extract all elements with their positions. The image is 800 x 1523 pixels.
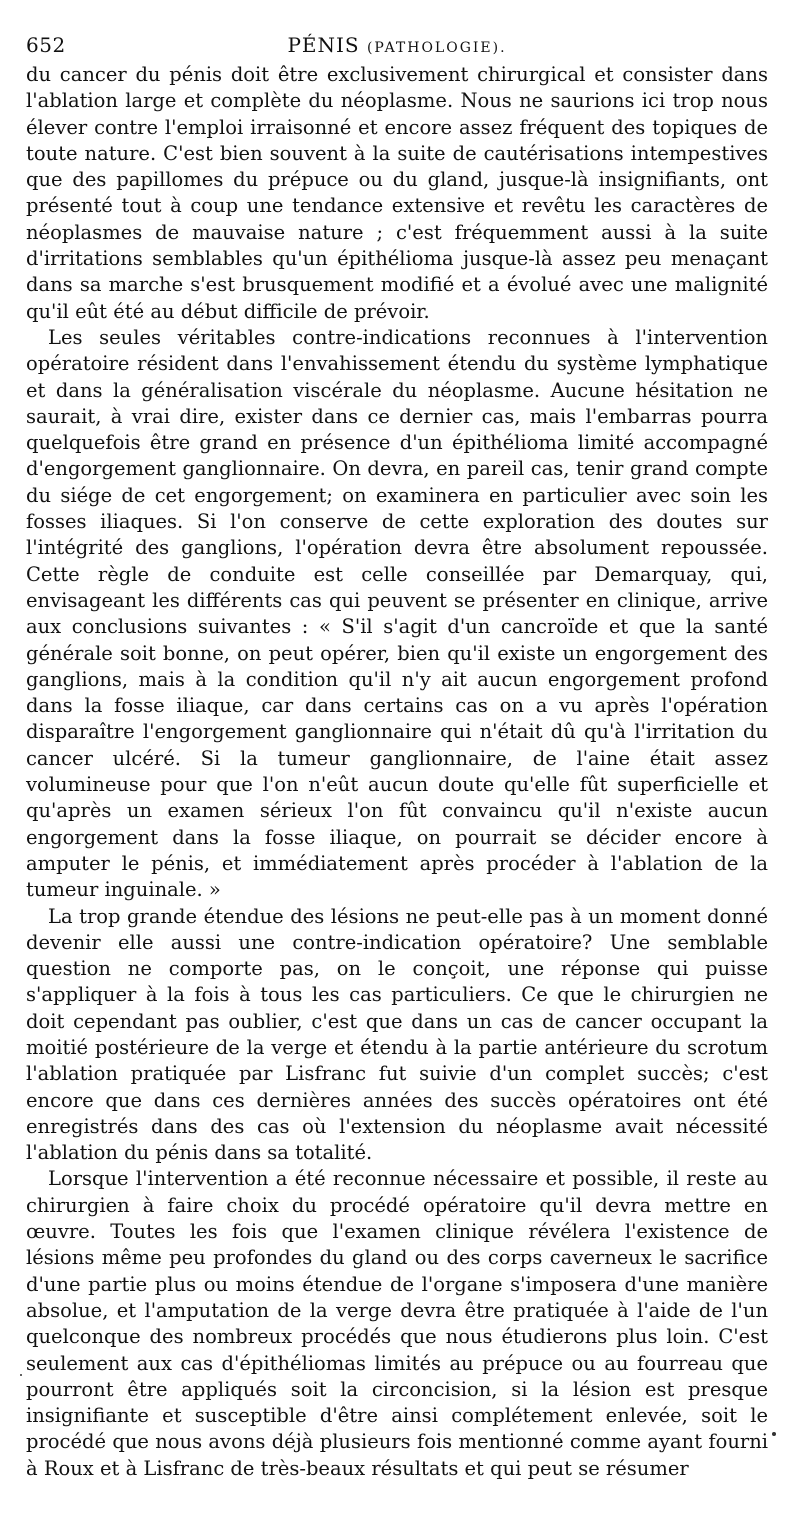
running-title: PÉNIS	[287, 33, 360, 57]
book-page	[26, 28, 768, 1482]
running-head	[26, 28, 768, 65]
scan-speck	[20, 1374, 22, 1376]
body-text	[26, 62, 768, 1482]
scan-speck	[772, 1432, 776, 1436]
page-header	[26, 28, 768, 62]
page-number: 652	[26, 33, 66, 57]
paragraph: du cancer du pénis doit être exclusivement chirurgical et consister dans l'ablation large et complète du néoplasme. Nous ne saurions ici trop nous élever contre l'emploi irraisonné et encore assez fréquent des topiques de toute nature. C'est bien souvent à la suite de cautérisations intempestives que des papillomes du prépuce ou du gland, jusque-là insignifiants, ont présenté tout à coup une tendance extensive et revêtu les caractères de néoplasmes de mauvaise nature ; c'est fréquemment aussi à la suite d'irritations semblables qu'un épithélioma jusque-là assez peu menaçant dans sa marche s'est brusquement modifié et a évolué avec une malignité qu'il eût été au début difficile de prévoir.	[26, 63, 768, 323]
paragraph: Lorsque l'intervention a été reconnue nécessaire et possible, il reste au chirurgien à faire choix du procédé opératoire qu'il devra mettre en œuvre. Toutes les fois que l'examen clinique révélera l'existence de lésions même peu profondes du gland ou des corps caverneux le sacrifice d'une partie plus ou moins étendue de l'organe s'imposera d'une manière absolue, et l'amputation de la verge devra être pratiquée à l'aide de l'un quelconque des nombreux procédés que nous étudierons plus loin. C'est seulement aux cas d'épithéliomas limités au prépuce ou au fourreau que pourront être appliqués soit la circoncision, si la lésion est presque insignifiante et susceptible d'être ainsi complétement enlevée, soit le procédé que nous avons déjà plusieurs fois mentionné comme ayant fourni à Roux et à Lisfranc de très-beaux résultats et qui peut se résumer	[26, 1167, 768, 1480]
paragraph: La trop grande étendue des lésions ne peut-elle pas à un moment donné devenir elle aussi une contre-indication opératoire? Une semblable question ne comporte pas, on le conçoit, une réponse qui puisse s'appliquer à la fois à tous les cas particuliers. Ce que le chirurgien ne doit cependant pas oublier, c'est que dans un cas de cancer occupant la moitié postérieure de la verge et étendu à la partie antérieure du scrotum l'ablation pratiquée par Lisfranc fut suivie d'un complet succès; c'est encore que dans ces dernières années des succès opératoires ont été enregistrés dans des cas où l'extension du néoplasme avait nécessité l'ablation du pénis dans sa totalité.	[26, 904, 768, 1165]
running-subtitle: (PATHOLOGIE).	[366, 40, 507, 56]
paragraph: Les seules véritables contre-indications reconnues à l'intervention opératoire résident dans l'envahissement étendu du système lymphatique et dans la généralisation viscérale du néoplasme. Aucune hésitation ne saurait, à vrai dire, exister dans ce dernier cas, mais l'embarras pourra quelquefois être grand en présence d'un épithélioma limité accompagné d'engorgement ganglionnaire. On devra, en pareil cas, tenir grand compte du siége de cet engorgement; on examinera en particulier avec soin les fosses iliaques. Si l'on conserve de cette exploration des doutes sur l'intégrité des ganglions, l'opération devra être absolument repoussée. Cette règle de conduite est celle conseillée par Demarquay, qui, envisageant les différents cas qui peuvent se présenter en clinique, arrive aux conclusions suivantes : « S'il s'agit d'un cancroïde et que la santé générale soit bonne, on peut opérer, bien qu'il existe un engorgement des ganglions, mais à la condition qu'il n'y ait aucun engorgement profond dans la fosse iliaque, car dans certains cas on a vu après l'opération disparaître l'engorgement ganglionnaire qui n'était dû qu'à l'irritation du cancer ulcéré. Si la tumeur ganglionnaire, de l'aine était assez volumineuse pour que l'on n'eût aucun doute qu'elle fût superficielle et qu'après un examen sérieux l'on fût convaincu qu'il n'existe aucun engorgement dans la fosse iliaque, on pourrait se décider encore à amputer le pénis, et immédiatement après procéder à l'ablation de la tumeur inguinale. »	[26, 325, 768, 902]
